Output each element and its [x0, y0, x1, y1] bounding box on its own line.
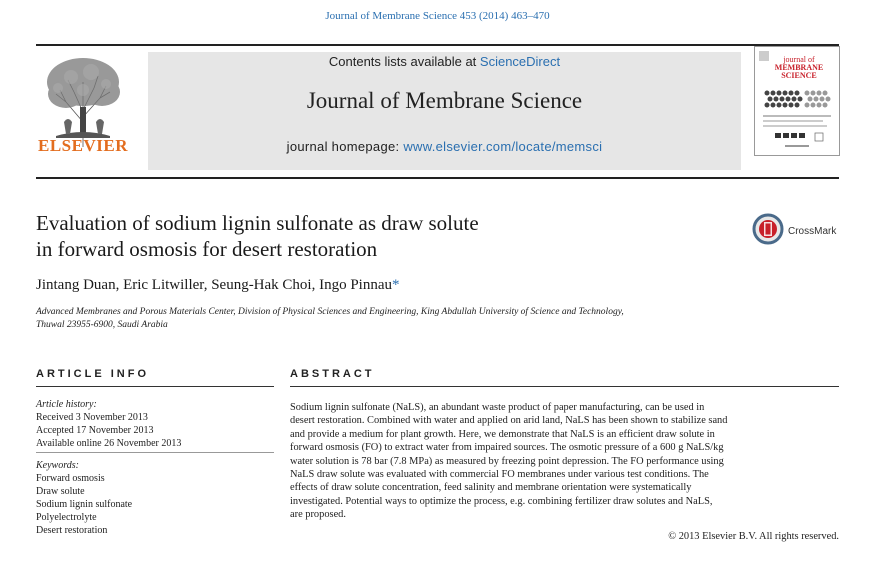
cover-title-line2: MEMBRANE [774, 63, 824, 72]
contents-line [148, 54, 741, 69]
cover-title-line3: SCIENCE [781, 71, 817, 80]
homepage-link[interactable]: www.elsevier.com/locate/memsci [403, 139, 603, 154]
article-info-divider [36, 452, 274, 453]
article-info-heading: ARTICLE INFO [36, 368, 149, 380]
homepage-prefix: journal homepage: [286, 139, 404, 154]
abstract-line: forward osmosis (FO) to extract water from impaired sources. The osmotic pressure of a 600 g NaLS/kg [290, 442, 724, 454]
authors-text[interactable]: Jintang Duan, Eric Litwiller, Seung-Hak Choi, Ingo Pinnau [36, 277, 393, 293]
abstract-line: water solution is 78 bar (7.8 MPa) as measured by freezing point depression. The FO performance using [290, 455, 724, 467]
abstract-text [290, 401, 839, 522]
affiliation-line1: Advanced Membranes and Porous Materials Center, Division of Physical Sciences and Engineering, King Abdullah University of Science and Technology, [36, 307, 624, 317]
journal-homepage [148, 139, 741, 154]
author-list [36, 277, 400, 294]
sciencedirect-link[interactable]: ScienceDirect [479, 54, 561, 69]
history-label: Article history: [36, 399, 97, 410]
article-title-line2: in forward osmosis for desert restoration [36, 237, 378, 261]
corresponding-author-mark[interactable]: * [392, 277, 400, 293]
article-title [36, 210, 636, 262]
cover-image [755, 47, 839, 155]
affiliation-line2: Thuwal 23955-6900, Saudi Arabia [36, 320, 168, 330]
contents-prefix: Contents lists available at [328, 54, 480, 69]
header-rule-top [36, 44, 839, 46]
cover-title-line1: journal of [783, 55, 815, 64]
keyword-item: Draw solute [36, 486, 85, 497]
article-title-line1: Evaluation of sodium lignin sulfonate as draw solute [36, 211, 479, 235]
history-accepted: Accepted 17 November 2013 [36, 425, 154, 436]
abstract-line: Sodium lignin sulfonate (NaLS), an abundant waste product of paper manufacturing, can be used in [290, 402, 705, 413]
abstract-heading: ABSTRACT [290, 368, 375, 380]
copyright-notice: © 2013 Elsevier B.V. All rights reserved. [668, 531, 839, 542]
journal-name: Journal of Membrane Science [306, 88, 583, 113]
abstract-line: investigated. Potential ways to optimize the process, e.g. combining fertilizer draw solutes and NaLS, [290, 495, 713, 507]
abstract-line: effects of draw solute concentration, feed salinity and membrane orientation were systematically [290, 482, 692, 494]
journal-citation[interactable]: Journal of Membrane Science 453 (2014) 463–470 [325, 10, 550, 22]
header-rule-bottom [36, 177, 839, 179]
publisher-logo-text: ELSEVIER [38, 136, 128, 155]
crossmark-label[interactable]: CrossMark [788, 226, 837, 237]
abstract-line: are proposed. [290, 509, 346, 521]
keyword-item: Polyelectrolyte [36, 512, 97, 523]
history-received: Received 3 November 2013 [36, 412, 148, 423]
affiliation [36, 306, 736, 332]
keywords [36, 459, 274, 537]
abstract-rule [290, 386, 839, 387]
keywords-label: Keywords: [36, 460, 79, 471]
abstract-line: and provide a medium for plant growth. Here, we demonstrate that NaLS is an efficient draw solute in [290, 428, 715, 440]
article-info-rule [36, 386, 274, 387]
keyword-item: Desert restoration [36, 525, 108, 536]
keyword-item: Sodium lignin sulfonate [36, 499, 133, 510]
history-online: Available online 26 November 2013 [36, 438, 182, 449]
abstract-line: desert restoration. Combined with water and applied on arid land, NaLS has been shown to stabilize sand [290, 415, 728, 427]
article-history [36, 398, 274, 450]
cover-logo-icon [759, 51, 769, 61]
abstract-line: NaLS draw solute was evaluated with commercial FO membranes under various test conditions. The [290, 469, 709, 481]
keyword-item: Forward osmosis [36, 473, 105, 484]
journal-cover-thumbnail[interactable] [754, 46, 840, 156]
